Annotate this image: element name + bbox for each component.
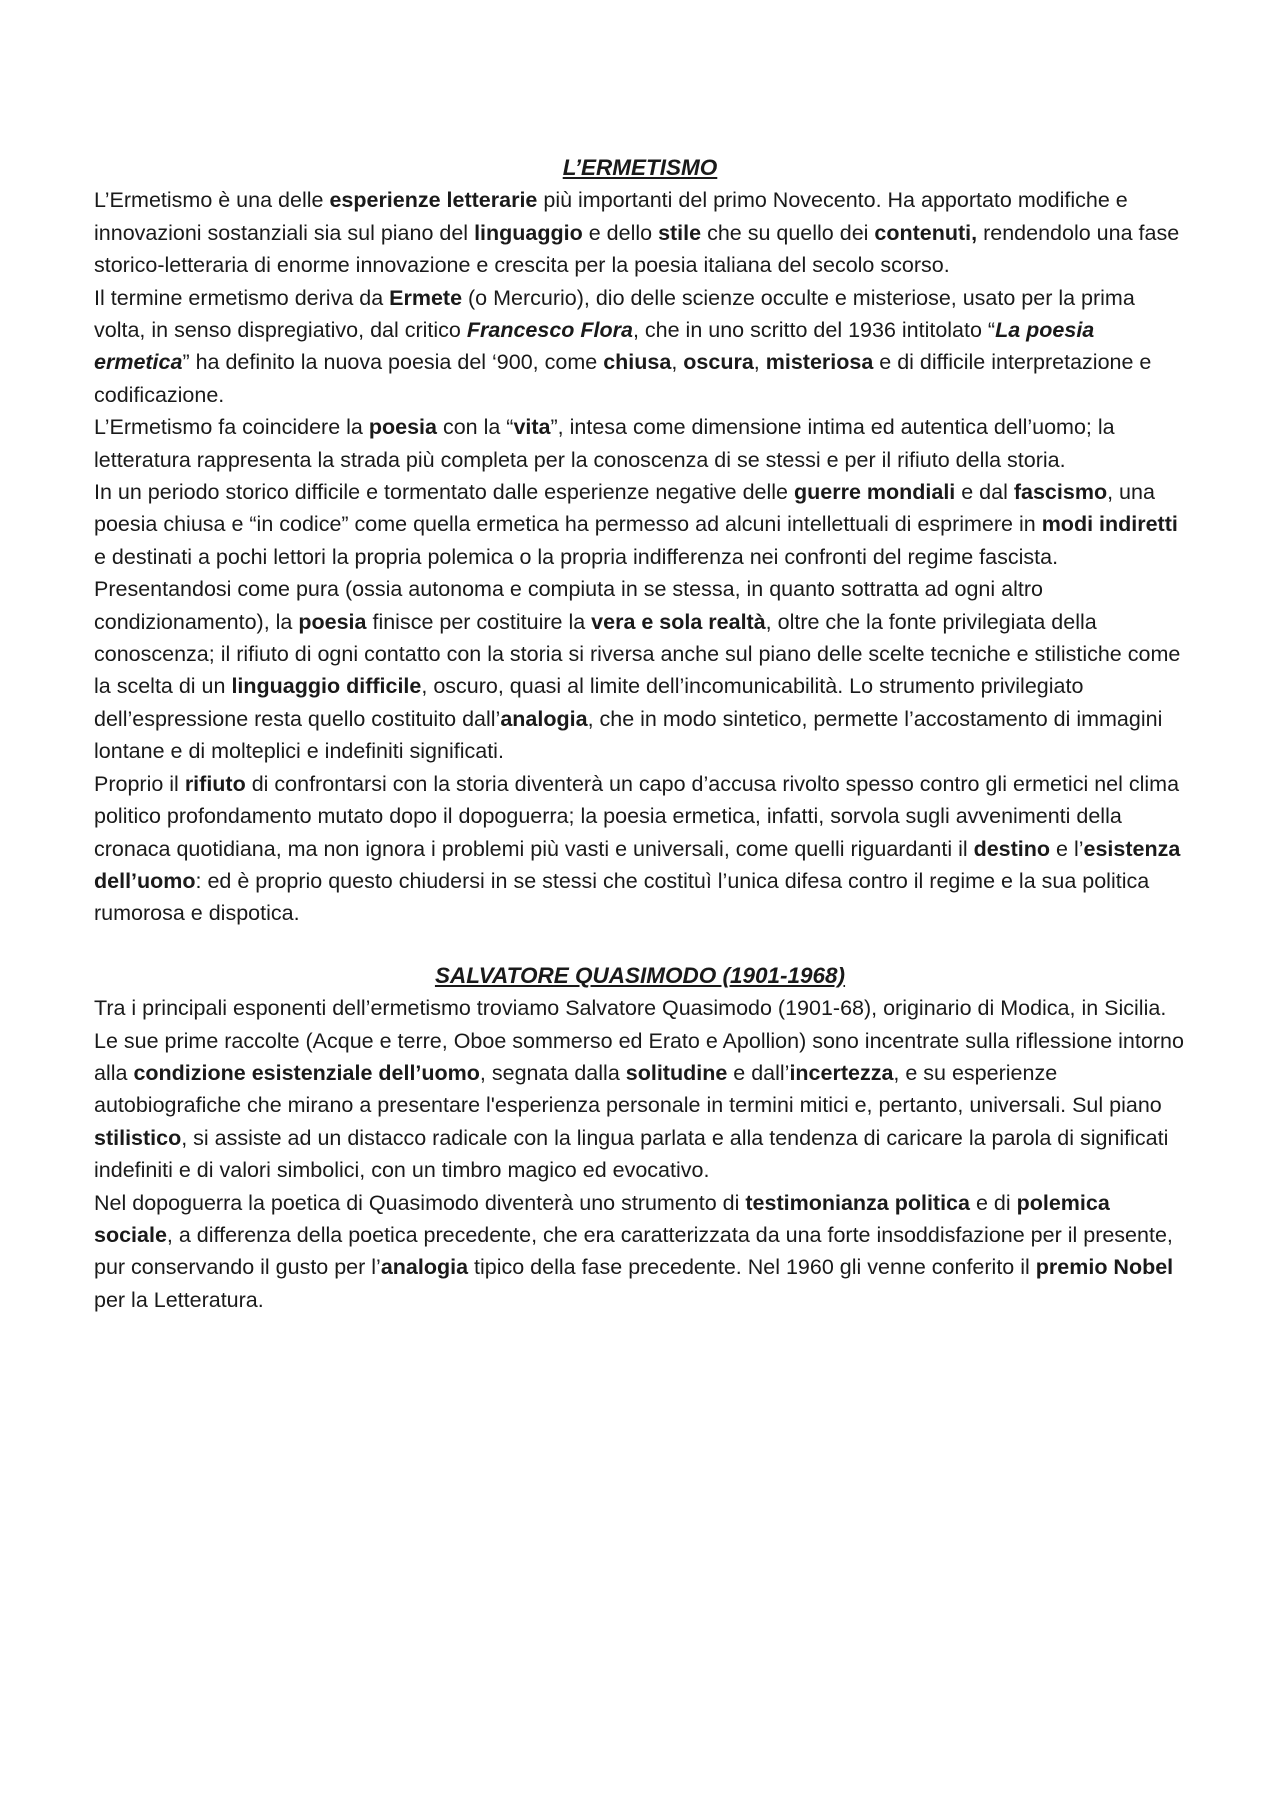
- text-run: di confrontarsi con la storia diventerà un capo d’accusa rivolto spesso contro gli ermetici nel clima politico profondamento mutato dopo il dopoguerra; la poesia ermetica, infatti, sorvola sugli avvenimenti della cronaca quotidiana, ma non ignora i problemi più vasti e universali, come quelli riguardanti il: [94, 771, 1180, 861]
- text-run: In un periodo storico difficile e tormentato dalle esperienze negative delle: [94, 480, 794, 505]
- paragraph: [94, 768, 1186, 930]
- bold-text: guerre mondiali: [793, 480, 956, 505]
- bold-text: solitudine: [625, 1060, 728, 1085]
- bold-text: testimonianza politica: [745, 1190, 970, 1215]
- text-run: con la “: [436, 415, 514, 440]
- text-run: e di difficile interpretazione e codificazione.: [94, 350, 1152, 407]
- text-run: Proprio il: [94, 771, 185, 796]
- emphasis-text: La poesia ermetica: [94, 318, 1095, 375]
- bold-text: premio Nobel: [1035, 1255, 1174, 1280]
- bold-text: stilistico: [94, 1125, 182, 1150]
- bold-text: modi indiretti: [1041, 512, 1178, 537]
- text-run: e di: [969, 1190, 1017, 1215]
- text-run: ,: [753, 350, 766, 375]
- bold-text: vera e sola realtà: [591, 609, 766, 634]
- bold-text: analogia: [500, 706, 588, 731]
- text-run: , che in uno scritto del 1936 intitolato “: [632, 318, 996, 343]
- text-run: rendendolo una fase storico-letteraria di enorme innovazione e crescita per la poesia italiana del secolo scorso.: [94, 220, 1180, 278]
- bold-text: poesia: [298, 609, 367, 634]
- bold-text: condizione esistenziale dell’uomo: [133, 1060, 480, 1085]
- text-run: ,: [671, 350, 684, 375]
- text-run: Nel dopoguerra la poetica di Quasimodo diventerà uno strumento di: [94, 1190, 746, 1215]
- bold-text: esperienze letterarie: [329, 188, 538, 213]
- bold-text: rifiuto: [184, 771, 246, 796]
- bold-text: linguaggio difficile: [231, 674, 422, 699]
- document-page: [94, 152, 1186, 1316]
- text-run: che su quello dei: [701, 220, 875, 245]
- text-run: e dello: [582, 220, 659, 245]
- text-run: L’Ermetismo è una delle: [94, 188, 330, 213]
- bold-text: misteriosa: [765, 350, 874, 375]
- text-run: e l’: [1050, 836, 1084, 861]
- bold-text: fascismo: [1013, 480, 1108, 505]
- text-run: , una poesia chiusa e “in codice” come quella ermetica ha permesso ad alcuni intellettuali di esprimere in: [94, 480, 1155, 537]
- text-run: ”, intesa come dimensione intima ed autentica dell’uomo; la letteratura rappresenta la strada più completa per la conoscenza di se stessi e per il rifiuto della storia.: [94, 415, 1115, 472]
- bold-text: analogia: [380, 1255, 469, 1280]
- text-run: , a differenza della poetica precedente, che era caratterizzata da una forte insoddisfazione per il presente, pur conservando il gusto per l’: [94, 1222, 1173, 1280]
- bold-text: vita: [513, 415, 551, 440]
- text-run: e dal: [955, 480, 1014, 505]
- text-run: più importanti del primo Novecento. Ha apportato modifiche e innovazioni sostanziali sia sul piano del: [94, 188, 1128, 245]
- section-body-ermetismo: [94, 184, 1186, 929]
- section-body-quasimodo: [94, 992, 1186, 1316]
- paragraph: [94, 1187, 1186, 1317]
- text-run: , si assiste ad un distacco radicale con la lingua parlata e alla tendenza di caricare la parola di significati indefiniti e di valori simbolici, con un timbro magico ed evocativo.: [94, 1125, 1169, 1183]
- bold-text: Ermete: [389, 285, 463, 310]
- bold-text: esistenza dell’uomo: [94, 836, 1181, 893]
- section-title-ermetismo: L’ERMETISMO: [562, 155, 718, 180]
- paragraph: [94, 573, 1186, 767]
- bold-text: incertezza: [789, 1060, 894, 1085]
- text-run: tipico della fase precedente. Nel 1960 gli venne conferito il: [468, 1255, 1036, 1280]
- text-run: Presentandosi come pura (ossia autonoma e compiuta in se stessa, in quanto sottratta ad ogni altro condizionamento), la: [94, 577, 1043, 634]
- text-run: : ed è proprio questo chiudersi in se stessi che costituì l’unica difesa contro il regime e la sua politica rumorosa e dispotica.: [94, 868, 1150, 926]
- section-title-quasimodo: SALVATORE QUASIMODO (1901-1968): [434, 962, 846, 988]
- emphasis-text: Francesco Flora: [466, 318, 633, 343]
- text-run: (o Mercurio), dio delle scienze occulte e misteriose, usato per la prima volta, in senso dispregiativo, dal critico: [94, 285, 1135, 343]
- bold-text: chiusa: [603, 350, 672, 375]
- paragraph: [94, 282, 1186, 412]
- text-run: Tra i principali esponenti dell’ermetismo troviamo Salvatore Quasimodo (1901-68), originario di Modica, in Sicilia. Le sue prime raccolte (Acque e terre, Oboe sommerso ed Erato e Apollion) sono incentrate sulla riflessione intorno alla: [94, 996, 1184, 1085]
- paragraph: [94, 476, 1186, 573]
- bold-text: polemica sociale: [94, 1190, 1110, 1247]
- text-run: Il termine ermetismo deriva da: [94, 285, 390, 310]
- text-run: per la Letteratura.: [94, 1287, 264, 1312]
- text-run: , che in modo sintetico, permette l’accostamento di immagini lontane e di molteplici e indefiniti significati.: [94, 706, 1163, 764]
- text-run: finisce per costituire la: [366, 609, 592, 634]
- bold-text: linguaggio: [474, 220, 583, 245]
- paragraph: [94, 411, 1186, 476]
- text-run: , e su esperienze autobiografiche che mirano a presentare l'esperienza personale in termini mitici e, pertanto, universali. Sul piano: [94, 1060, 1162, 1118]
- text-run: , oltre che la fonte privilegiata della conoscenza; il rifiuto di ogni contatto con la storia si riversa anche sul piano delle scelte tecniche e stilistiche come la scelta di un: [94, 609, 1181, 699]
- bold-text: poesia: [368, 415, 437, 440]
- bold-text: stile: [658, 220, 702, 245]
- paragraph: [94, 184, 1186, 281]
- text-run: , segnata dalla: [479, 1060, 626, 1085]
- text-run: ” ha definito la nuova poesia del ‘900, come: [182, 350, 604, 375]
- text-run: e dall’: [727, 1060, 790, 1085]
- text-run: e destinati a pochi lettori la propria polemica o la propria indifferenza nei confronti del regime fascista.: [94, 544, 1059, 569]
- bold-text: [467, 318, 633, 342]
- bold-text: destino: [973, 836, 1051, 861]
- text-run: , oscuro, quasi al limite dell’incomunicabilità. Lo strumento privilegiato dell’espressione resta quello costituito dall’: [94, 674, 1084, 731]
- paragraph: [94, 992, 1186, 1186]
- bold-text: oscura: [683, 350, 754, 375]
- text-run: L’Ermetismo fa coincidere la: [94, 415, 369, 440]
- bold-text: contenuti,: [874, 220, 978, 245]
